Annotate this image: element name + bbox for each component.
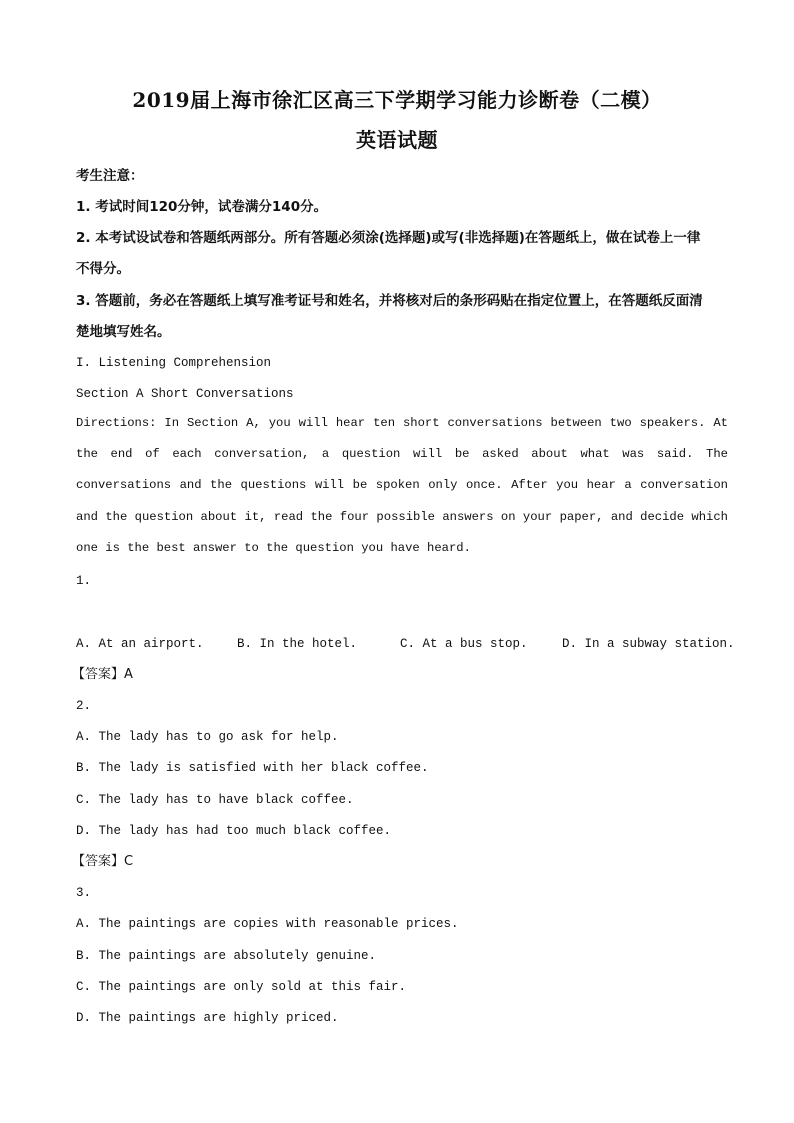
option-a: A. The paintings are copies with reasonable prices. bbox=[76, 917, 459, 931]
question-number: 1. bbox=[76, 574, 92, 588]
option-c: C. The paintings are only sold at this fair. bbox=[76, 980, 407, 994]
notice-item-2-line-2: 不得分。 bbox=[76, 261, 130, 277]
exam-title: 2019届上海市徐汇区高三下学期学习能力诊断卷（二模） bbox=[132, 88, 662, 112]
answer-label: 【答案】C bbox=[72, 854, 134, 869]
option-a: A. At an airport. bbox=[76, 637, 204, 651]
question-number: 3. bbox=[76, 886, 92, 900]
option-d: D. The paintings are highly priced. bbox=[76, 1011, 339, 1025]
notice-heading: 考生注意： bbox=[76, 168, 144, 184]
directions-text: Directions: In Section A, you will hear ten short conversations between two speakers. At the end of each conversation, a question will be asked about what was said. The conversations and the questions will be spoken only once. After you hear a conversation and the question about it, read the four possible answers on your paper, and decide which one is the best answer to the question you have heard. bbox=[76, 416, 728, 555]
section-title: Section A Short Conversations bbox=[76, 387, 294, 401]
notice-item-3-line-1: 3. 答题前，务必在答题纸上填写准考证号和姓名，并将核对后的条形码贴在指定位置上，在答题纸反面清 bbox=[76, 293, 703, 309]
option-b: B. In the hotel. bbox=[237, 637, 358, 651]
option-c: C. At a bus stop. bbox=[400, 637, 528, 651]
option-c: C. The lady has to have black coffee. bbox=[76, 793, 354, 807]
answer-label: 【答案】A bbox=[72, 667, 133, 682]
part-title: I. Listening Comprehension bbox=[76, 356, 272, 370]
option-a: A. The lady has to go ask for help. bbox=[76, 730, 339, 744]
exam-subtitle: 英语试题 bbox=[356, 128, 438, 152]
notice-item-2-line-1: 2. 本考试设试卷和答题纸两部分。所有答题必须涂(选择题)或写(非选择题)在答题纸上，做在试卷上一律 bbox=[76, 230, 701, 246]
option-b: B. The paintings are absolutely genuine. bbox=[76, 949, 377, 963]
question-number: 2. bbox=[76, 699, 92, 713]
option-d: D. In a subway station. bbox=[562, 637, 735, 651]
option-d: D. The lady has had too much black coffee. bbox=[76, 824, 392, 838]
notice-item-1: 1. 考试时间120分钟，试卷满分140分。 bbox=[76, 199, 328, 215]
option-b: B. The lady is satisfied with her black coffee. bbox=[76, 761, 429, 775]
notice-item-3-line-2: 楚地填写姓名。 bbox=[76, 324, 171, 340]
